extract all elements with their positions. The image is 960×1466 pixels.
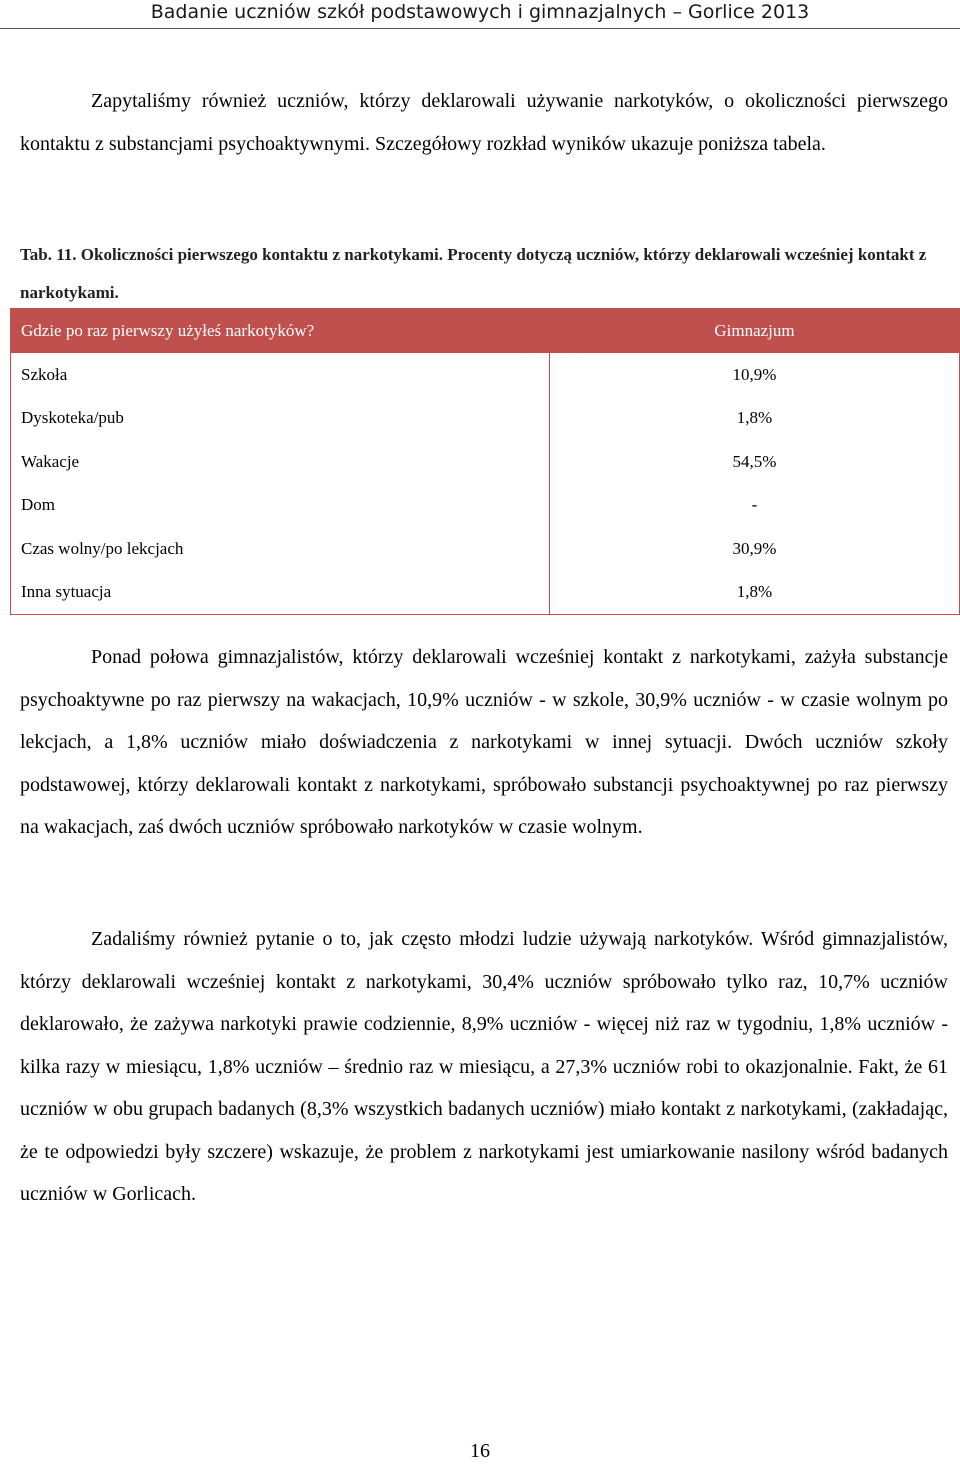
results-table: [10, 308, 960, 615]
row-label: Czas wolny/po lekcjach: [11, 527, 550, 571]
page-number: 16: [470, 1440, 490, 1462]
table-row: [11, 571, 960, 615]
table-header-row: [11, 309, 960, 353]
row-label: Dom: [11, 484, 550, 528]
row-value: -: [550, 484, 960, 528]
row-value: 30,9%: [550, 527, 960, 571]
intro-paragraph: Zapytaliśmy również uczniów, którzy deklarowali używanie narkotyków, o okoliczności pierwszego kontaktu z substancjami psychoaktywnymi. Szczegółowy rozkład wyników ukazuje poniższa tabela.: [20, 90, 948, 155]
table-row: [11, 353, 960, 397]
row-label: Wakacje: [11, 440, 550, 484]
row-value: 1,8%: [550, 571, 960, 615]
row-label: Szkoła: [11, 353, 550, 397]
row-label: Dyskoteka/pub: [11, 397, 550, 441]
table-row: [11, 440, 960, 484]
column-header-question: Gdzie po raz pierwszy użyłeś narkotyków?: [11, 309, 550, 353]
table-row: [11, 484, 960, 528]
running-header: Badanie uczniów szkół podstawowych i gimnazjalnych – Gorlice 2013: [150, 1, 810, 23]
table-row: [11, 527, 960, 571]
row-label: Inna sytuacja: [11, 571, 550, 615]
table-caption: Tab. 11. Okoliczności pierwszego kontaktu z narkotykami. Procenty dotyczą uczniów, którzy deklarowali wcześniej kontakt z narkotykami.: [20, 245, 927, 302]
table-row: [11, 397, 960, 441]
row-value: 10,9%: [550, 353, 960, 397]
results-paragraph: Ponad połowa gimnazjalistów, którzy deklarowali wcześniej kontakt z narkotykami, zażyła substancje psychoaktywne po raz pierwszy na wakacjach, 10,9% uczniów - w szkole, 30,9% uczniów - w czasie wolnym po lekcjach, a 1,8% uczniów miało doświadczenia z narkotykami w innej sytuacji. Dwóch uczniów szkoły podstawowej, którzy deklarowali kontakt z narkotykami, spróbowało substancji psychoaktywnej po raz pierwszy na wakacjach, zaś dwóch uczniów spróbowało narkotyków w czasie wolnym.: [20, 646, 948, 838]
column-header-group: Gimnazjum: [550, 309, 960, 353]
row-value: 1,8%: [550, 397, 960, 441]
row-value: 54,5%: [550, 440, 960, 484]
header-rule: [0, 28, 960, 29]
frequency-paragraph: Zadaliśmy również pytanie o to, jak często młodzi ludzie używają narkotyków. Wśród gimnazjalistów, którzy deklarowali wcześniej kontakt z narkotykami, 30,4% uczniów spróbowało tylko raz, 10,7% uczniów deklarowało, że zażywa narkotyki prawie codziennie, 8,9% uczniów - więcej niż raz w tygodniu, 1,8% uczniów - kilka razy w miesiącu, 1,8% uczniów – średnio raz w miesiącu, a 27,3% uczniów robi to okazjonalnie. Fakt, że 61 uczniów w obu grupach badanych (8,3% wszystkich badanych uczniów) miało kontakt z narkotykami, (zakładając, że te odpowiedzi były szczere) wskazuje, że problem z narkotykami jest umiarkowanie nasilony wśród badanych uczniów w Gorlicach.: [20, 928, 948, 1205]
